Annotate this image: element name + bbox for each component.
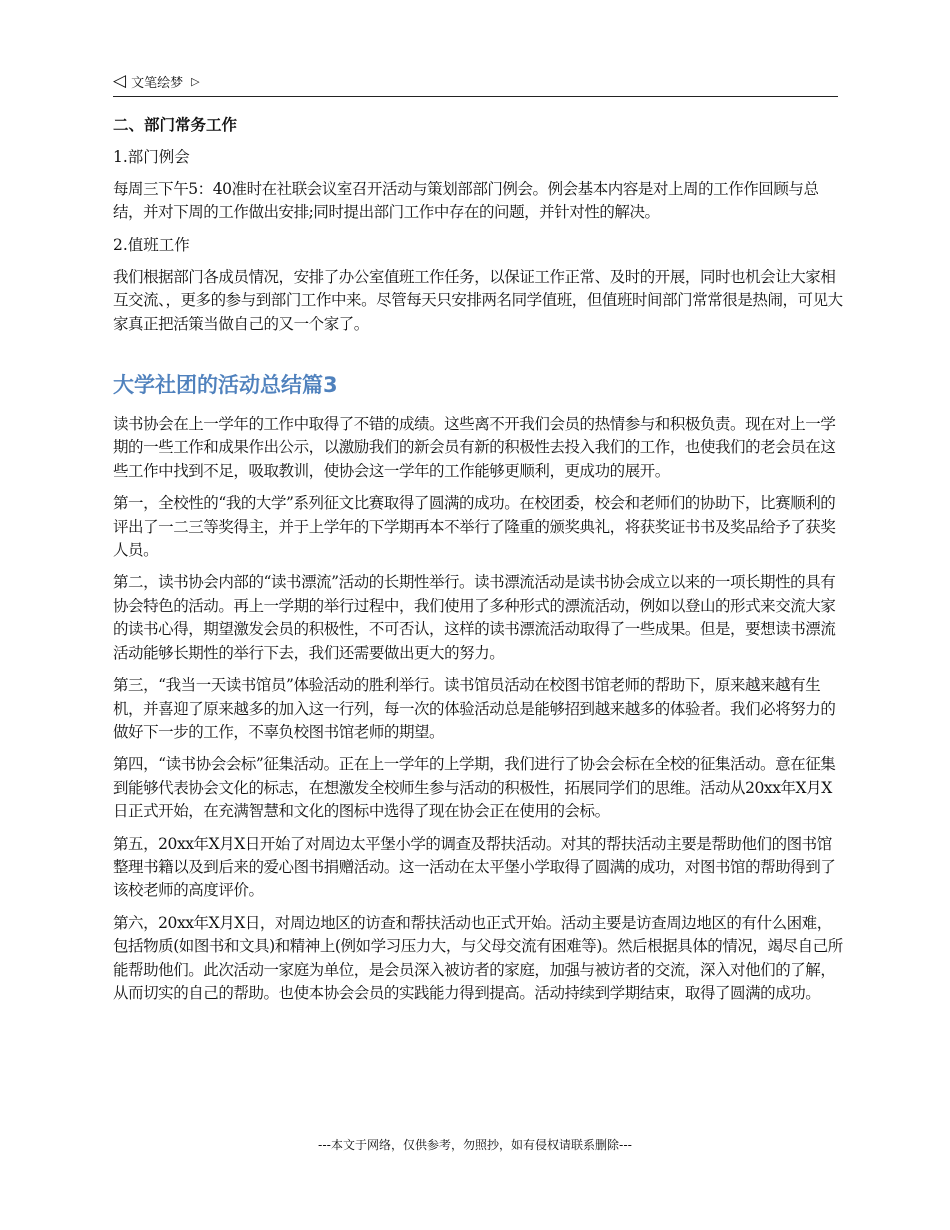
paragraph: 读书协会在上一学年的工作中取得了不错的成绩。这些离不开我们会员的热情参与和积极负责。现在对上一学期的一些工作和成果作出公示，以激励我们的新会员有新的积极性去投入我们的工作，也使我们的老会员在这些工作中找到不足，吸取教训，使协会这一学年的工作能够更顺利，更成功的展开。 — [113, 415, 836, 480]
item-label: 1.部门例会 — [113, 148, 190, 166]
paragraph: 第二，读书协会内部的“读书漂流”活动的长期性举行。读书漂流活动是读书协会成立以来的一项长期性的具有协会特色的活动。再上一学期的举行过程中，我们使用了多种形式的漂流活动，例如以登山的形式来交流大家的读书心得，期望激发会员的积极性，不可否认，这样的读书漂流活动取得了一些成果。但是，要想读书漂流活动能够长期性的举行下去，我们还需要做出更大的努力。 — [113, 573, 836, 662]
item-text: 我们根据部门各成员情况，安排了办公室值班工作任务，以保证工作正常、及时的开展，同时也机会让大家相互交流、，更多的参与到部门工作中来。尽管每天只安排两名同学值班，但值班时间部门常常很是热闹，可见大家真正把活策当做自己的又一个家了。 — [113, 267, 843, 333]
paragraph: 第六，20xx年X月X日，对周边地区的访查和帮扶活动也正式开始。活动主要是访查周边地区的有什么困难，包括物质(如图书和文具)和精神上(例如学习压力大，与父母交流有困难等)。然后根据具体的情况，竭尽自己所能帮助他们。此次活动一家庭为单位，是会员深入被访者的家庭，加强与被访者的交流，深入对他们的了解，从而切实的自己的帮助。也使本协会会员的实践能力得到提高。活动持续到学期结束，取得了圆满的成功。 — [113, 913, 843, 1002]
paragraph: 第一，全校性的“我的大学”系列征文比赛取得了圆满的成功。在校团委，校会和老师们的协助下，比赛顺利的评出了一二三等奖得主，并于上学年的下学期再本不举行了隆重的颁奖典礼，将获奖证书书及奖品给予了获奖人员。 — [113, 494, 836, 560]
paragraph: 第三，“我当一天读书馆员”体验活动的胜利举行。读书馆员活动在校图书馆老师的帮助下，原来越来越有生机，并喜迎了原来越多的加入这一行列，每一次的体验活动总是能够招到越来越多的体验者。我们必将努力的做好下一步的工作，不辜负校图书馆老师的期望。 — [113, 676, 836, 741]
article-title: 大学社团的活动总结篇3 — [113, 373, 338, 398]
brand — [113, 72, 200, 91]
item-label: 2.值班工作 — [113, 235, 190, 254]
triangle-left-icon: ◁ — [113, 71, 127, 91]
triangle-right-icon: ▷ — [191, 75, 200, 88]
page-footer: ---本文于网络，仅供参考，勿照抄，如有侵权请联系删除--- — [318, 1138, 632, 1152]
page-header — [113, 70, 838, 97]
section-heading: 二、部门常务工作 — [113, 116, 238, 134]
paragraph: 第五，20xx年X月X日开始了对周边太平堡小学的调查及帮扶活动。对其的帮扶活动主要是帮助他们的图书馆整理书籍以及到后来的爱心图书捐赠活动。这一活动在太平堡小学取得了圆满的成功，对图书馆的帮助得到了该校老师的高度评价。 — [113, 834, 836, 900]
item-text: 每周三下午5：40准时在社联会议室召开活动与策划部部门例会。例会基本内容是对上周的工作作回顾与总结，并对下周的工作做出安排;同时提出部门工作中存在的问题，并针对性的解决。 — [113, 180, 819, 222]
paragraph: 第四，“读书协会会标”征集活动。正在上一学年的上学期，我们进行了协会会标在全校的征集活动。意在征集到能够代表协会文化的标志，在想激发全校师生参与活动的积极性，拓展同学们的思维。活动从20xx年X月X日正式开始，在充满智慧和文化的图标中选得了现在协会正在使用的会标。 — [113, 755, 836, 821]
document-body — [113, 108, 843, 1014]
brand-name: 文笔绘梦 — [131, 76, 184, 91]
